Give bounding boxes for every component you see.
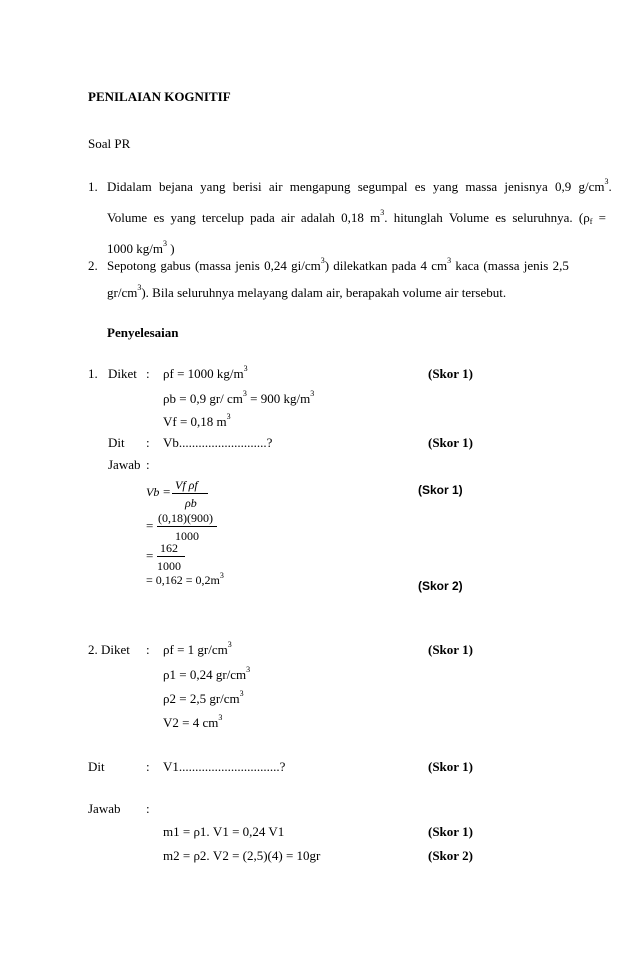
question-2-line-1: Sepotong gabus (massa jenis 0,24 $gi/cm^3$) dilekatkan pada 4 $cm^3$ kaca (massa jenis 2,5 bbox=[107, 256, 569, 273]
score: (Skor 1) bbox=[428, 824, 473, 839]
answer-2-diket-label: 2. Diket bbox=[88, 642, 130, 657]
solution-heading: Penyelesaian bbox=[107, 325, 179, 340]
question-2-line-2: $gr/cm^3$). Bila seluruhnya melayang dalam air, berapakah volume air tersebut. bbox=[107, 283, 507, 300]
score: (Skor 2) bbox=[418, 579, 463, 593]
question-1-number: 1. bbox=[88, 179, 98, 194]
answer-2-jawab-colon: : bbox=[146, 801, 150, 816]
answer-1-number: 1. bbox=[88, 366, 98, 381]
answer-1-jawab-label: Jawab bbox=[108, 457, 141, 472]
answer-2-rho-2: ρ2 = 2,5 $gr/cm^3$ bbox=[163, 689, 244, 706]
answer-1-rho-b: ρb = 0,9 gr/ $cm^3 = 900$ $kg/m^3$ bbox=[163, 389, 315, 406]
answer-2-dit-label: Dit bbox=[88, 759, 105, 774]
section-label: Soal PR bbox=[88, 136, 131, 151]
score: (Skor 1) bbox=[428, 642, 473, 657]
question-1-line-2: Volume es yang tercelup pada air adalah 0,18 $m^3$. hitunglah Volume es seluruhnya. (ρf = bbox=[107, 208, 606, 226]
eq2-denominator: 1000 bbox=[175, 529, 199, 543]
eq1-equals: = bbox=[163, 484, 171, 499]
answer-2-v2: V2 = 4 $cm^3$ bbox=[163, 713, 223, 730]
answer-1-jawab-colon: : bbox=[146, 457, 150, 472]
answer-2-rho-1: ρ1 = 0,24 $gr/cm^3$ bbox=[163, 665, 251, 682]
question-1-line-3: 1000 $kg/m^3$ ) bbox=[107, 239, 175, 256]
eq3-numerator: 162 bbox=[160, 541, 178, 555]
eq2-equals: = bbox=[146, 518, 154, 533]
answer-2-m2: m2 = ρ2. V2 = (2,5)(4) = 10gr bbox=[163, 848, 321, 863]
answer-1-diket-label: Diket bbox=[108, 366, 137, 381]
answer-1-dit-label: Dit bbox=[108, 435, 125, 450]
score: (Skor 1) bbox=[428, 435, 473, 450]
answer-2-dit-colon: : bbox=[146, 759, 150, 774]
eq3-denominator: 1000 bbox=[157, 559, 181, 573]
answer-1-dit-value: Vb...........................? bbox=[163, 435, 273, 450]
answer-1-rho-f: ρf = 1000 $kg/m^3$ bbox=[163, 364, 248, 381]
eq2-fraction-bar bbox=[157, 526, 217, 527]
eq1-denominator: ρb bbox=[185, 496, 197, 510]
eq2-numerator: (0,18)(900) bbox=[158, 511, 213, 525]
score: (Skor 1) bbox=[428, 366, 473, 381]
score: (Skor 2) bbox=[428, 848, 473, 863]
eq4-result: = $0,162 = 0,2m^3$ bbox=[146, 571, 224, 587]
answer-2-dit-value: V1...............................? bbox=[163, 759, 286, 774]
score: (Skor 1) bbox=[418, 483, 463, 497]
eq1-lhs: Vb bbox=[146, 485, 160, 499]
answer-1-vf: Vf = 0,18 $m^3$ bbox=[163, 412, 231, 429]
answer-2-m1: m1 = ρ1. V1 = 0,24 V1 bbox=[163, 824, 285, 839]
page-title: PENILAIAN KOGNITIF bbox=[88, 89, 231, 104]
answer-1-diket-colon: : bbox=[146, 366, 150, 381]
answer-2-diket-colon: : bbox=[146, 642, 150, 657]
eq1-fraction-bar bbox=[172, 493, 208, 494]
answer-2-rho-f: ρf = 1 $gr/cm^3$ bbox=[163, 640, 232, 657]
eq1-numerator: Vf ρf bbox=[175, 478, 198, 492]
eq3-fraction-bar bbox=[157, 556, 185, 557]
question-2-number: 2. bbox=[88, 258, 98, 273]
answer-2-jawab-label: Jawab bbox=[88, 801, 121, 816]
score: (Skor 1) bbox=[428, 759, 473, 774]
eq3-equals: = bbox=[146, 548, 154, 563]
question-1-line-1: Didalam bejana yang berisi air mengapung segumpal es yang massa jenisnya 0,9 $g/cm^3$. bbox=[107, 177, 612, 194]
answer-1-dit-colon: : bbox=[146, 435, 150, 450]
